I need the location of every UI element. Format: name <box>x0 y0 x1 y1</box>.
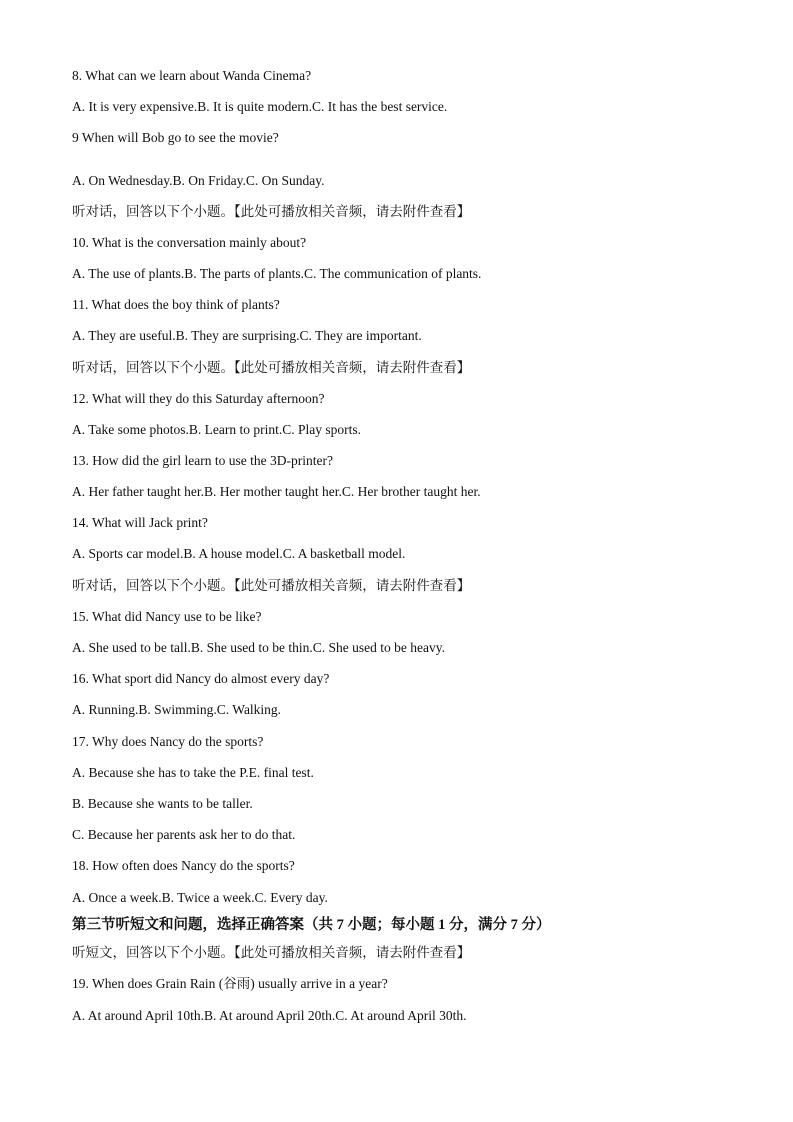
question-11: 11. What does the boy think of plants? <box>72 297 280 312</box>
question-18: 18. How often does Nancy do the sports? <box>72 858 295 873</box>
options-11: A. They are useful.B. They are surprising.C. They are important. <box>72 328 422 343</box>
options-18: A. Once a week.B. Twice a week.C. Every day. <box>72 890 328 905</box>
options-16: A. Running.B. Swimming.C. Walking. <box>72 702 282 717</box>
question-8: 8. What can we learn about Wanda Cinema? <box>72 68 312 83</box>
options-13: A. Her father taught her.B. Her mother taught her.C. Her brother taught her. <box>72 484 481 499</box>
section-heading: 第三节听短文和问题，选择正确答案（共 7 小题；每小题 1 分，满分 7 分） <box>72 917 551 933</box>
audio-instruction: 听对话，回答以下个小题。【此处可播放相关音频，请去附件查看】 <box>72 360 471 375</box>
audio-instruction: 听对话，回答以下个小题。【此处可播放相关音频，请去附件查看】 <box>72 204 471 219</box>
option-17b: B. Because she wants to be taller. <box>72 796 253 811</box>
question-19: 19. When does Grain Rain (谷雨) usually arrive in a year? <box>72 976 388 991</box>
question-14: 14. What will Jack print? <box>72 515 208 530</box>
options-19: A. At around April 10th.B. At around April 20th.C. At around April 30th. <box>72 1008 467 1023</box>
audio-instruction: 听对话，回答以下个小题。【此处可播放相关音频，请去附件查看】 <box>72 578 471 593</box>
options-15: A. She used to be tall.B. She used to be thin.C. She used to be heavy. <box>72 640 445 655</box>
options-12: A. Take some photos.B. Learn to print.C. Play sports. <box>72 422 362 437</box>
audio-instruction: 听短文，回答以下个小题。【此处可播放相关音频，请去附件查看】 <box>72 945 471 960</box>
question-12: 12. What will they do this Saturday afternoon? <box>72 391 325 406</box>
options-8: A. It is very expensive.B. It is quite modern.C. It has the best service. <box>72 99 448 114</box>
question-16: 16. What sport did Nancy do almost every day? <box>72 671 330 686</box>
option-17a: A. Because she has to take the P.E. final test. <box>72 765 314 780</box>
question-13: 13. How did the girl learn to use the 3D-printer? <box>72 453 333 468</box>
options-14: A. Sports car model.B. A house model.C. A basketball model. <box>72 546 406 561</box>
option-17c: C. Because her parents ask her to do that. <box>72 827 296 842</box>
question-17: 17. Why does Nancy do the sports? <box>72 734 264 749</box>
options-10: A. The use of plants.B. The parts of plants.C. The communication of plants. <box>72 266 482 281</box>
question-9: 9 When will Bob go to see the movie? <box>72 130 279 145</box>
question-10: 10. What is the conversation mainly about? <box>72 235 307 250</box>
question-15: 15. What did Nancy use to be like? <box>72 609 262 624</box>
options-9: A. On Wednesday.B. On Friday.C. On Sunday. <box>72 173 325 188</box>
